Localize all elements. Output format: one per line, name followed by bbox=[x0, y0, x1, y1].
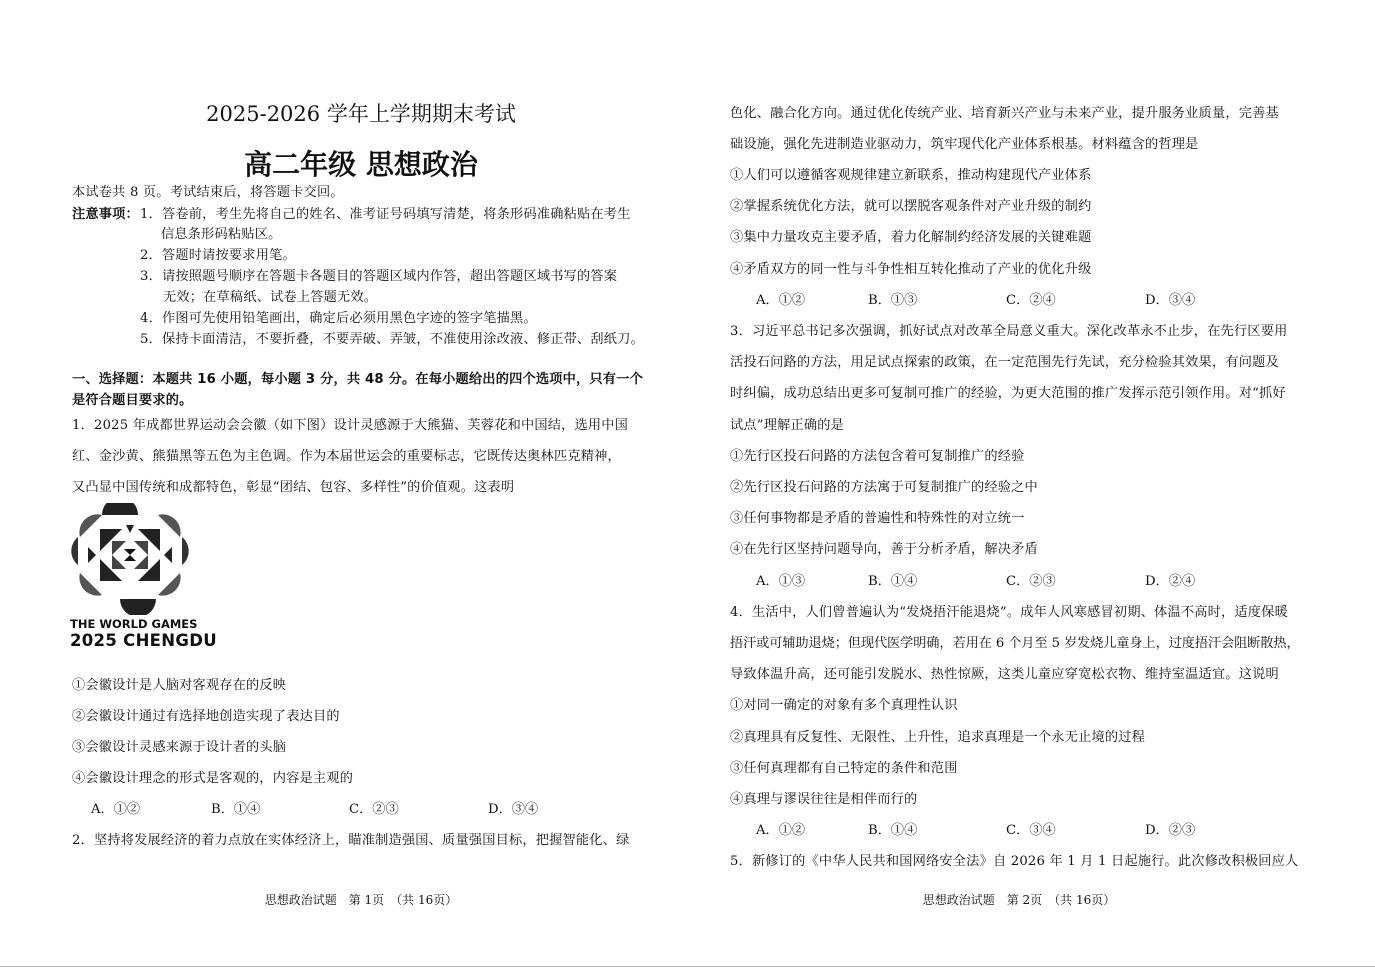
q4-option-d: D．②③ bbox=[1145, 823, 1196, 838]
q2-option-b: B．①③ bbox=[868, 293, 918, 308]
logo-line-1: THE WORLD GAMES bbox=[70, 617, 198, 631]
q4-option-c: C．③④ bbox=[1006, 823, 1056, 838]
logo-line-2: 2025 CHENGDU bbox=[70, 631, 217, 650]
q4-stem: 捂汗或可辅助退烧；但现代医学明确，若用在 6 个月至 5 岁发烧儿童身上，过度捂汗会阻断散热， bbox=[730, 636, 1300, 651]
q1-option-d: D．③④ bbox=[488, 802, 539, 817]
page-footer: 思想政治试题 第 1页 （共 16页） bbox=[264, 893, 458, 907]
q3-item: ③任何事物都是矛盾的普遍性和特殊性的对立统一 bbox=[730, 511, 1025, 526]
exam-title: 2025-2026 学年上学期期末考试 bbox=[206, 102, 516, 126]
q3-stem: 试点”理解正确的是 bbox=[730, 418, 845, 433]
q3-stem: 活投石问路的方法，用足试点探索的政策，在一定范围先行先试，充分检验其效果，有问题及 bbox=[730, 355, 1279, 370]
q2-option-a: A．①② bbox=[756, 293, 806, 308]
q1-item: ②会徽设计通过有选择地创造实现了表达目的 bbox=[72, 709, 340, 724]
page-bottom-border bbox=[0, 966, 1375, 967]
notes-label: 注意事项： bbox=[72, 207, 139, 222]
q1-item: ④会徽设计理念的形式是客观的，内容是主观的 bbox=[72, 771, 354, 786]
q1-option-c: C．②③ bbox=[349, 802, 399, 817]
q3-item: ②先行区投石问路的方法寓于可复制推广的经验之中 bbox=[730, 480, 1038, 495]
q5-stem: 5．新修订的《中华人民共和国网络安全法》自 2026 年 1 月 1 日起施行。此次修改积极回应人 bbox=[730, 854, 1299, 869]
q2-stem: 2．坚持将发展经济的着力点放在实体经济上，瞄准制造强国、质量强国目标，把握智能化、绿 bbox=[72, 833, 630, 848]
q3-item: ①先行区投石问路的方法包含着可复制推广的经验 bbox=[730, 449, 1025, 464]
q4-stem: 4．生活中，人们曾普遍认为“发烧捂汗能退烧”。成年人风寒感冒初期、体温不高时，适度保暖 bbox=[730, 605, 1288, 620]
q4-option-a: A．①② bbox=[756, 823, 806, 838]
q3-option-b: B．①④ bbox=[868, 574, 918, 589]
q4-item: ④真理与谬误往往是相伴而行的 bbox=[730, 792, 918, 807]
q1-item: ③会徽设计灵感来源于设计者的头脑 bbox=[72, 740, 287, 755]
q1-option-a: A．①② bbox=[91, 802, 141, 817]
logo-emblem-icon bbox=[70, 503, 200, 615]
q2-item: ③集中力量攻克主要矛盾，着力化解制约经济发展的关键难题 bbox=[730, 230, 1092, 245]
note-line: 1．答卷前，考生先将自己的姓名、准考证号码填写清楚，将条形码准确粘贴在考生 bbox=[140, 207, 631, 222]
q3-option-c: C．②③ bbox=[1006, 574, 1056, 589]
q1-stem: 1．2025 年成都世界运动会会徽（如下图）设计灵感源于大熊猫、芙蓉花和中国结，选用中国 bbox=[72, 418, 629, 433]
right-page bbox=[728, 0, 1310, 971]
section-heading: 是符合题目要求的。 bbox=[72, 393, 193, 408]
q4-option-b: B．①④ bbox=[868, 823, 918, 838]
q4-item: ②真理具有反复性、无限性、上升性，追求真理是一个永无止境的过程 bbox=[730, 730, 1146, 745]
q2-item: ②掌握系统优化方法，就可以摆脱客观条件对产业升级的制约 bbox=[730, 199, 1092, 214]
q1-stem: 又凸显中国传统和成都特色，彰显“团结、包容、多样性”的价值观。这表明 bbox=[72, 480, 515, 495]
q3-item: ④在先行区坚持问题导向，善于分析矛盾，解决矛盾 bbox=[730, 542, 1038, 557]
q4-item: ③任何真理都有自己特定的条件和范围 bbox=[730, 761, 958, 776]
intro-text: 本试卷共 8 页。考试结束后，将答题卡交回。 bbox=[72, 185, 344, 200]
q1-option-b: B．①④ bbox=[211, 802, 261, 817]
q2-item: ④矛盾双方的同一性与斗争性相互转化推动了产业的优化升级 bbox=[730, 262, 1092, 277]
section-heading: 一、选择题：本题共 16 小题，每小题 3 分，共 48 分。在每小题给出的四个选项中，只有一个 bbox=[72, 372, 643, 387]
page-footer: 思想政治试题 第 2页 （共 16页） bbox=[922, 893, 1116, 907]
note-line: 信息条形码粘贴区。 bbox=[161, 227, 282, 242]
q4-stem: 导致体温升高，还可能引发脱水、热性惊厥，这类儿童应穿宽松衣物、维持室温适宜。这说明 bbox=[730, 667, 1279, 682]
q1-item: ①会徽设计是人脑对客观存在的反映 bbox=[72, 678, 287, 693]
q3-stem: 时纠偏，成功总结出更多可复制可推广的经验，为更大范围的推广发挥示范引领作用。对“抓好 bbox=[730, 386, 1286, 401]
note-line: 2．答题时请按要求用笔。 bbox=[140, 248, 296, 263]
note-line: 5．保持卡面清洁，不要折叠，不要弄破、弄皱，不准使用涂改液、修正带、刮纸刀。 bbox=[140, 332, 644, 347]
left-page bbox=[70, 0, 652, 971]
world-games-logo bbox=[70, 503, 217, 651]
q2-stem: 色化、融合化方向。通过优化传统产业、培育新兴产业与未来产业，提升服务业质量，完善基 bbox=[730, 106, 1279, 121]
note-line: 4．作图可先使用铅笔画出，确定后必须用黑色字迹的签字笔描黑。 bbox=[140, 311, 537, 326]
note-line: 无效；在草稿纸、试卷上答题无效。 bbox=[163, 290, 378, 305]
q2-stem: 础设施，强化先进制造业驱动力，筑牢现代化产业体系根基。材料蕴含的哲理是 bbox=[730, 137, 1199, 152]
q3-stem: 3．习近平总书记多次强调，抓好试点对改革全局意义重大。深化改革永不止步，在先行区要用 bbox=[730, 324, 1288, 339]
q1-stem: 红、金沙黄、熊猫黑等五色为主色调。作为本届世运会的重要标志，它既传达奥林匹克精神， bbox=[72, 449, 621, 464]
q4-item: ①对同一确定的对象有多个真理性认识 bbox=[730, 698, 958, 713]
q3-option-d: D．②④ bbox=[1145, 574, 1196, 589]
q2-option-d: D．③④ bbox=[1145, 293, 1196, 308]
q2-option-c: C．②④ bbox=[1006, 293, 1056, 308]
q3-option-a: A．①③ bbox=[756, 574, 806, 589]
exam-subtitle: 高二年级 思想政治 bbox=[244, 148, 478, 181]
q2-item: ①人们可以遵循客观规律建立新联系，推动构建现代产业体系 bbox=[730, 168, 1092, 183]
note-line: 3．请按照题号顺序在答题卡各题目的答题区域内作答，超出答题区域书写的答案 bbox=[140, 269, 618, 284]
